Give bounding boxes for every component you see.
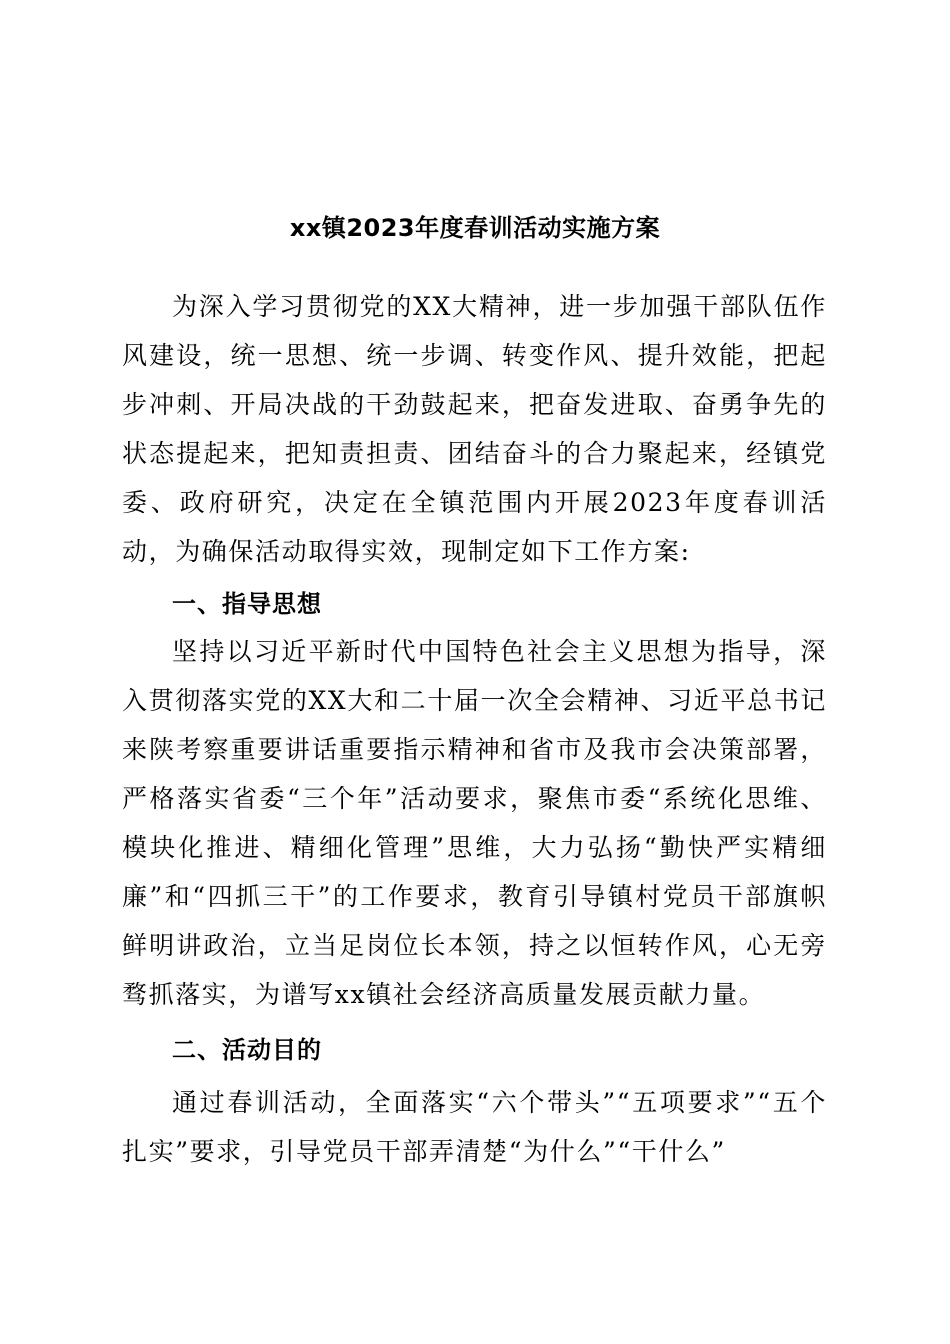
section-body-guiding-ideology: 坚持以习近平新时代中国特色社会主义思想为指导，深入贯彻落实党的XX大和二十届一次全会精神、习近平总书记来陕考察重要讲话重要指示精神和省市及我市会决策部署，严格落实省委“三个年”活动要求，聚焦市委“系统化思维、模块化推进、精细化管理”思维，大力弘扬“勤快严实精细廉”和“四抓三干”的工作要求，教育引导镇村党员干部旗帜鲜明讲政治，立当足岗位长本领，持之以恒转作风，心无旁骛抓落实，为谱写xx镇社会经济高质量发展贡献力量。 (122, 637, 827, 1009)
intro-paragraph: 为深入学习贯彻党的XX大精神，进一步加强干部队伍作风建设，统一思想、统一步调、转变作风、提升效能，把起步冲刺、开局决战的干劲鼓起来，把奋发进取、奋勇争先的状态提起来，把知责担责、团结奋斗的合力聚起来，经镇党委、政府研究，决定在全镇范围内开展2023年度春训活动，为确保活动取得实效，现制定如下工作方案: (122, 292, 827, 566)
section-heading-activity-purpose: 二、活动目的 (172, 1036, 322, 1064)
section-body-activity-purpose: 通过春训活动，全面落实“六个带头”“五项要求”“五个扎实”要求，引导党员干部弄清楚“为什么”“干什么” (122, 1088, 827, 1166)
section-heading-guiding-ideology: 一、指导思想 (172, 590, 322, 618)
document-title: xx镇2023年度春训活动实施方案 (289, 214, 661, 242)
